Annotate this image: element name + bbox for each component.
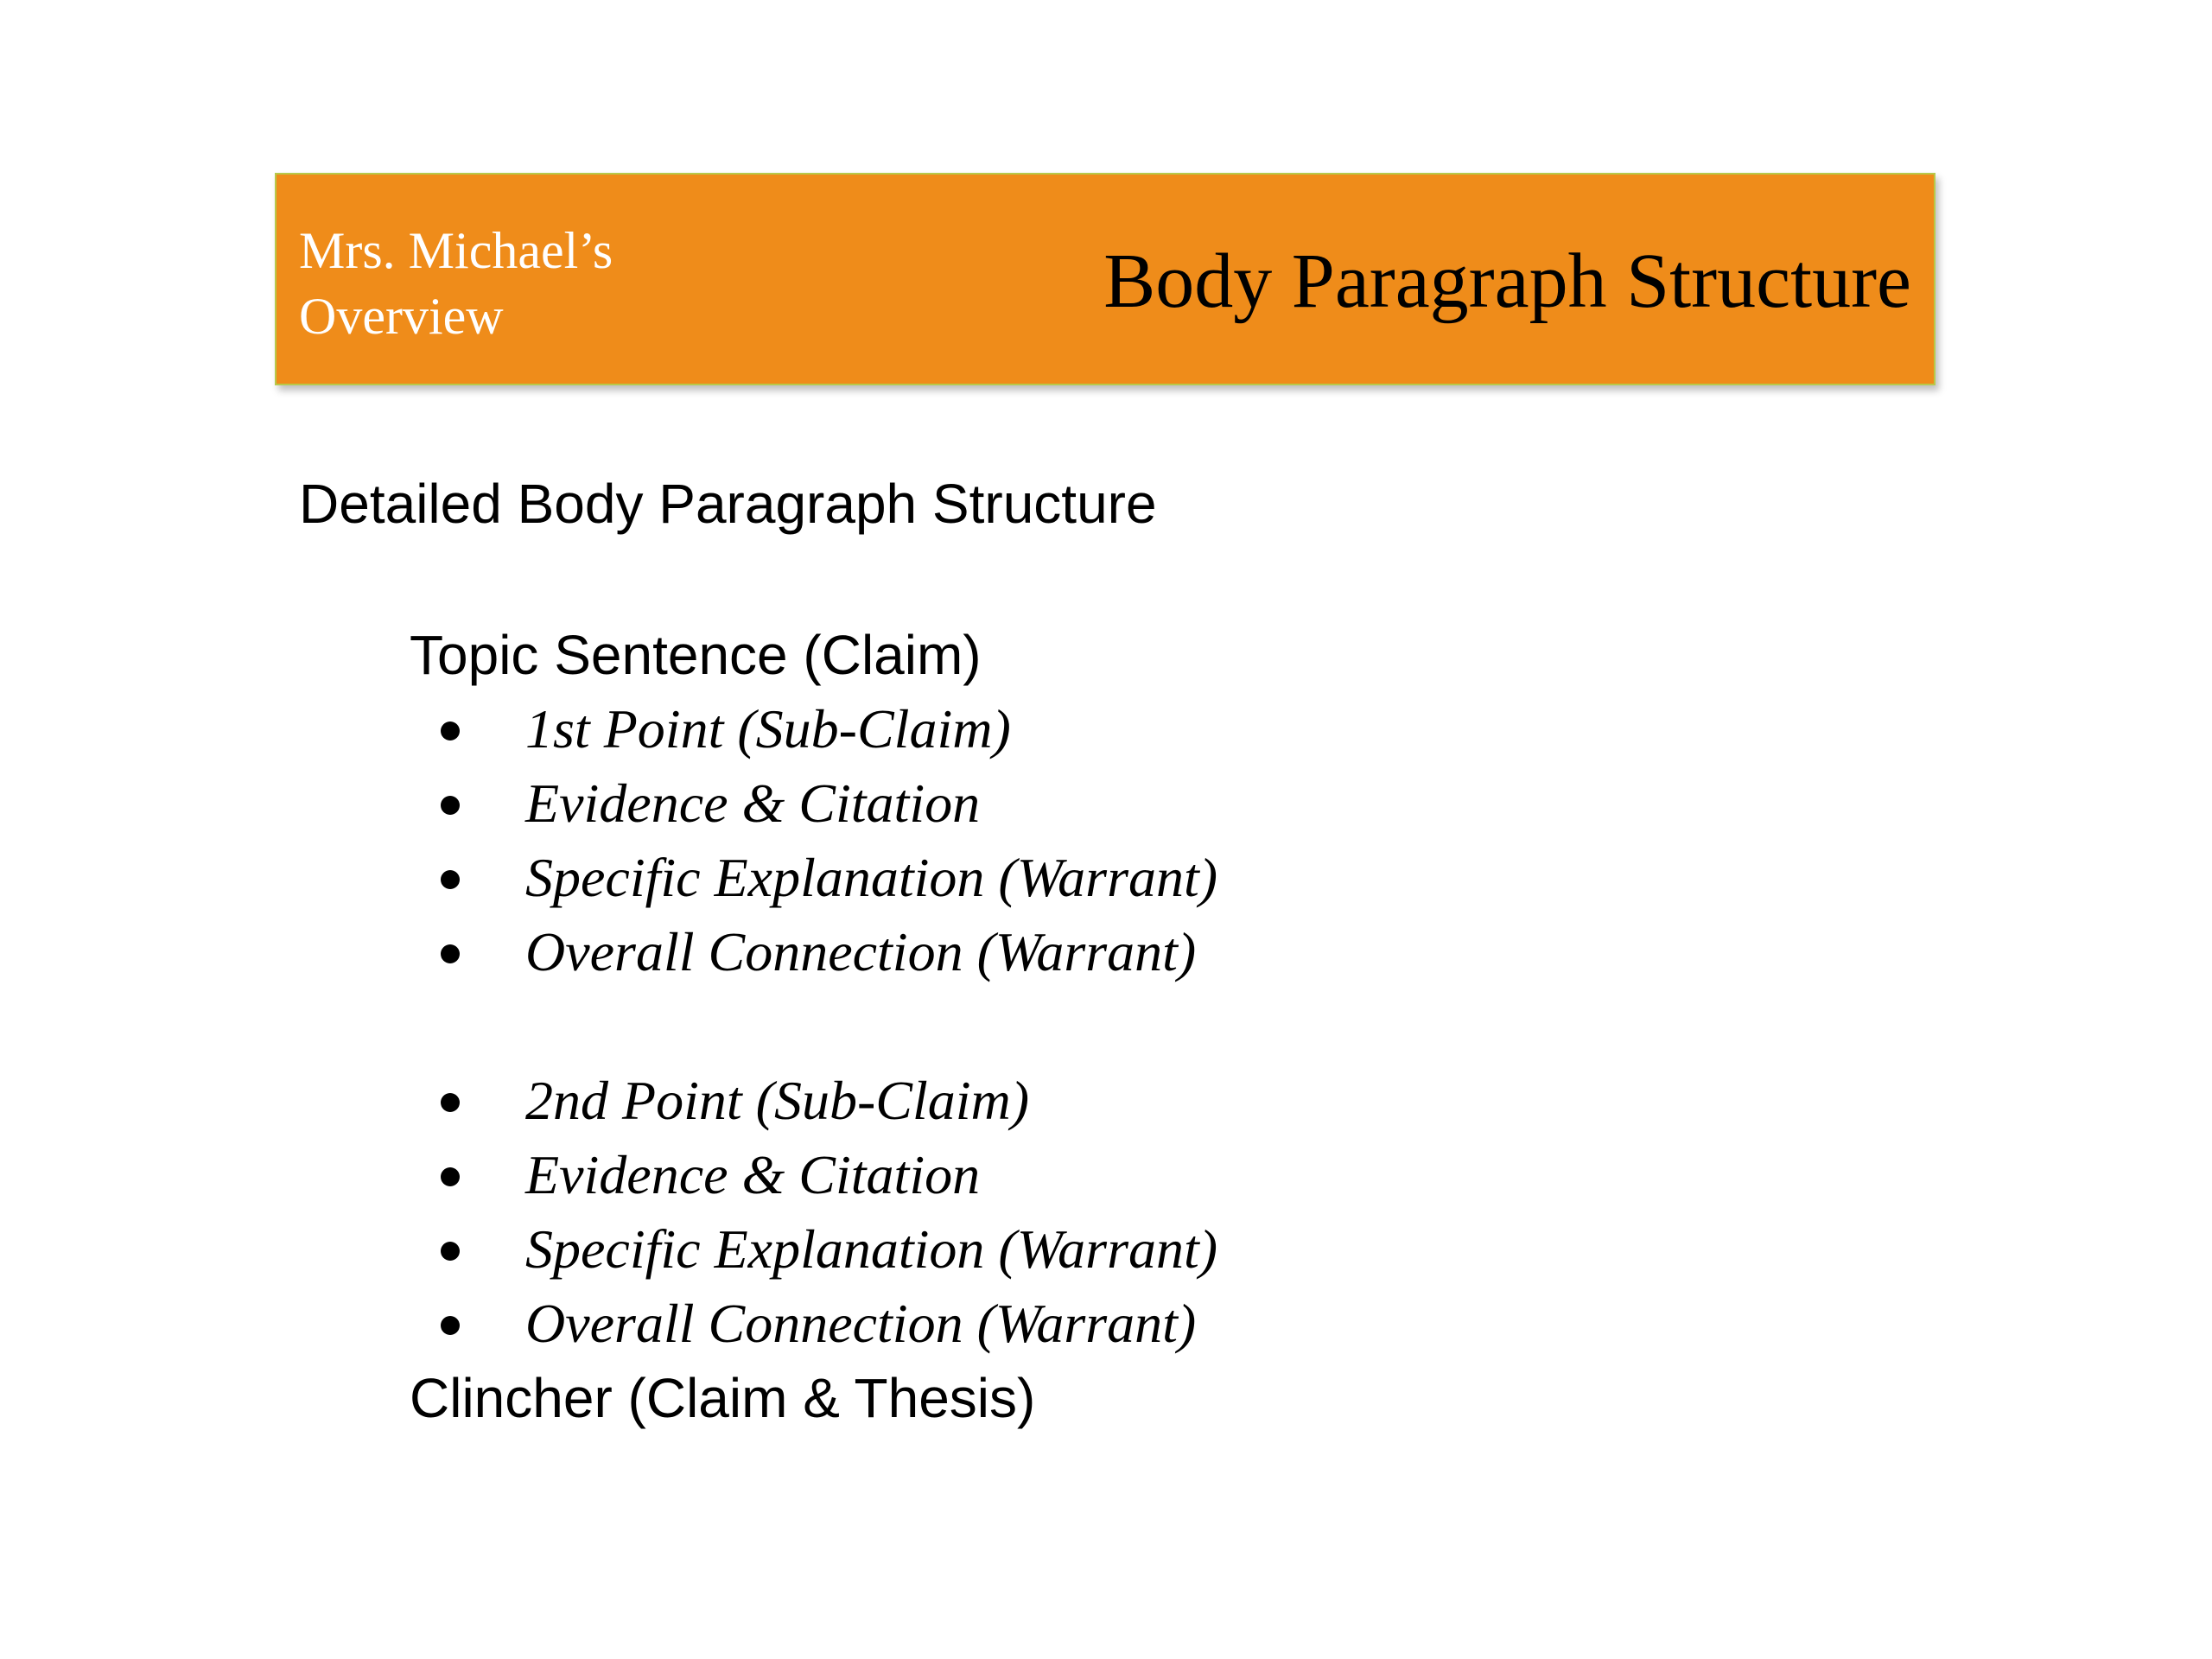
list-item	[410, 841, 1965, 915]
list-item-text: Specific Explanation (Warrant)	[525, 1218, 1218, 1280]
paragraph-outline	[410, 618, 1965, 1435]
bullet-icon	[441, 1316, 460, 1335]
list-item	[410, 1212, 1965, 1287]
list-item-text: Evidence & Citation	[525, 772, 981, 834]
bullet-icon	[441, 1242, 460, 1261]
bullet-icon	[441, 944, 460, 963]
list-item	[410, 1287, 1965, 1361]
list-item-text: Specific Explanation (Warrant)	[525, 847, 1218, 908]
title-banner	[275, 173, 1936, 385]
bullet-icon	[441, 870, 460, 889]
bullet-icon	[441, 1093, 460, 1112]
list-item-text: Overall Connection (Warrant)	[525, 1293, 1197, 1354]
list-item-text: Evidence & Citation	[525, 1144, 981, 1205]
banner-subtitle-line2: Overview	[299, 288, 504, 345]
list-item	[410, 692, 1965, 766]
banner-subtitle	[299, 218, 613, 349]
list-item	[410, 1064, 1965, 1138]
point-one-list	[410, 692, 1965, 989]
list-spacer	[410, 989, 1965, 1064]
list-item	[410, 766, 1965, 841]
list-item-text: 1st Point (Sub-Claim)	[525, 698, 1011, 760]
topic-sentence-heading: Topic Sentence (Claim)	[410, 624, 982, 686]
banner-subtitle-line1: Mrs. Michael’s	[299, 222, 613, 279]
clincher-heading: Clincher (Claim & Thesis)	[410, 1367, 1036, 1429]
bullet-icon	[441, 796, 460, 815]
point-two-list	[410, 1064, 1965, 1361]
bullet-icon	[441, 721, 460, 741]
page-title: Body Paragraph Structure	[1103, 238, 1911, 324]
section-heading: Detailed Body Paragraph Structure	[299, 473, 1157, 535]
list-item-text: Overall Connection (Warrant)	[525, 921, 1197, 982]
list-item-text: 2nd Point (Sub-Claim)	[525, 1070, 1030, 1131]
bullet-icon	[441, 1167, 460, 1186]
list-item	[410, 915, 1965, 989]
list-item	[410, 1138, 1965, 1212]
